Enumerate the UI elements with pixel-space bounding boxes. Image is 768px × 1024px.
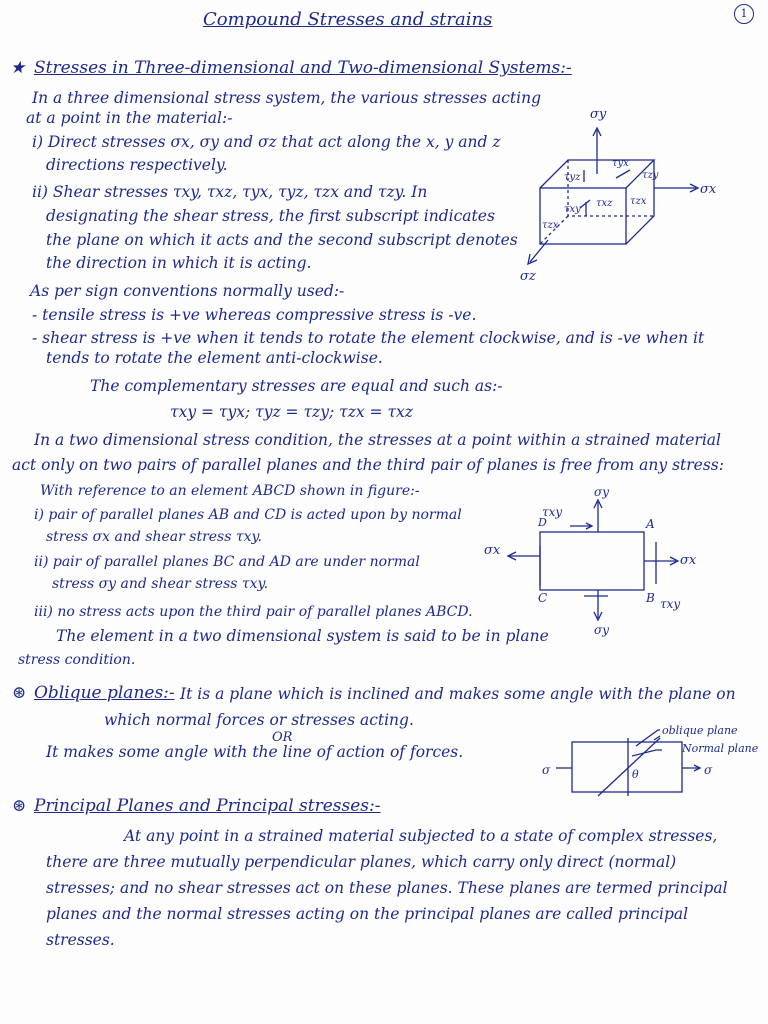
label-sigma-x-left: σx	[484, 543, 501, 558]
body-line: directions respectively.	[46, 156, 228, 174]
label-normal-plane: Normal plane	[682, 742, 759, 755]
label-sigma-x: σx	[700, 182, 717, 197]
label-tau: τzx	[542, 220, 559, 231]
stress-element-3d-figure	[520, 100, 740, 290]
body-line: act only on two pairs of parallel planes and the third pair of planes is free from any stress:	[12, 456, 724, 474]
label-sigma-right: σ	[704, 763, 713, 777]
label-oblique-plane: oblique plane	[662, 724, 738, 737]
label-sigma-left: σ	[542, 763, 551, 777]
body-line: i) pair of parallel planes AB and CD is acted upon by normal	[34, 507, 462, 523]
body-line: which normal forces or stresses acting.	[104, 711, 414, 729]
oblique-plane-figure	[536, 722, 766, 808]
label-theta: θ	[632, 768, 639, 781]
body-line: stress σy and shear stress τxy.	[52, 576, 269, 592]
body-line: At any point in a strained material subjected to a state of complex stresses,	[124, 827, 718, 845]
label-b: B	[646, 591, 655, 605]
section2-heading: Oblique planes:-	[34, 683, 175, 703]
plane-stress-element-figure	[480, 486, 720, 636]
label-c: C	[538, 591, 548, 605]
body-line: The complementary stresses are equal and such as:-	[90, 377, 503, 395]
label-a: A	[646, 517, 655, 531]
body-line: In a two dimensional stress condition, the stresses at a point within a strained material	[34, 431, 721, 449]
label-sigma-y-top: σy	[594, 485, 609, 499]
body-line: stresses.	[46, 931, 115, 949]
label-sigma-y-bottom: σy	[594, 623, 609, 637]
sigma-z-arrow	[530, 240, 548, 262]
section3-bullet: ⊛	[12, 796, 27, 816]
label-tau: τzy	[642, 170, 659, 181]
label-tau: τyx	[612, 158, 629, 169]
body-line: ii) Shear stresses τxy, τxz, τyx, τyz, τzx and τzy. In	[32, 183, 428, 201]
label-tau: τxz	[596, 198, 613, 209]
label-tau: τyz	[564, 172, 581, 183]
body-line: tends to rotate the element anti-clockwise.	[46, 349, 383, 367]
label-sigma-y: σy	[590, 107, 607, 122]
body-line: ii) pair of parallel planes BC and AD are under normal	[34, 554, 420, 570]
equation-line: τxy = τyx; τyz = τzy; τzx = τxz	[170, 403, 413, 421]
label-tau-xy: τxy	[542, 505, 563, 519]
body-line: As per sign conventions normally used:-	[30, 282, 345, 300]
body-line: the plane on which it acts and the second subscript denotes	[46, 231, 518, 249]
body-line: stresses; and no shear stresses act on these planes. These planes are termed principal	[46, 879, 728, 897]
label-tau-xy-bottom: τxy	[660, 597, 681, 611]
body-line: the direction in which it is acting.	[46, 254, 312, 272]
page-title: Compound Stresses and strains	[203, 9, 493, 30]
section1-bullet: ★	[10, 58, 26, 78]
body-line: It is a plane which is inclined and makes some angle with the plane on	[180, 685, 736, 703]
body-line: stress condition.	[18, 652, 136, 668]
body-line: i) Direct stresses σx, σy and σz that act along the x, y and z	[32, 133, 501, 151]
body-line: there are three mutually perpendicular planes, which carry only direct (normal)	[46, 853, 677, 871]
body-line: designating the shear stress, the first subscript indicates	[46, 207, 495, 225]
section2-bullet: ⊛	[12, 683, 27, 703]
label-tau: τxy	[564, 204, 581, 215]
element-abcd	[540, 532, 644, 590]
label-sigma-x-right: σx	[680, 553, 697, 568]
body-line: The element in a two dimensional system is said to be in plane	[56, 627, 549, 645]
body-line: at a point in the material:-	[26, 109, 233, 127]
body-line: With reference to an element ABCD shown in figure:-	[40, 483, 420, 499]
label-d: D	[538, 516, 547, 529]
label-sigma-z: σz	[520, 269, 536, 284]
label-tau: τzx	[630, 196, 647, 207]
section1-heading: Stresses in Three-dimensional and Two-dimensional Systems:-	[34, 58, 572, 78]
body-line: - tensile stress is +ve whereas compressive stress is -ve.	[32, 306, 477, 324]
body-line: In a three dimensional stress system, the various stresses acting	[32, 89, 542, 107]
body-line: iii) no stress acts upon the third pair of parallel planes ABCD.	[34, 604, 473, 620]
body-line: - shear stress is +ve when it tends to rotate the element clockwise, and is -ve when it	[32, 329, 705, 347]
body-line: stress σx and shear stress τxy.	[46, 529, 263, 545]
body-line: planes and the normal stresses acting on the principal planes are called principal	[46, 905, 689, 923]
section3-heading: Principal Planes and Principal stresses:-	[34, 796, 381, 816]
or-label: OR	[272, 730, 293, 745]
oblique-plane-line	[598, 738, 660, 796]
page-number: 1	[734, 4, 754, 24]
cube-front-face	[540, 188, 626, 244]
body-line: It makes some angle with the line of action of forces.	[46, 743, 464, 761]
body-rectangle	[572, 742, 682, 792]
